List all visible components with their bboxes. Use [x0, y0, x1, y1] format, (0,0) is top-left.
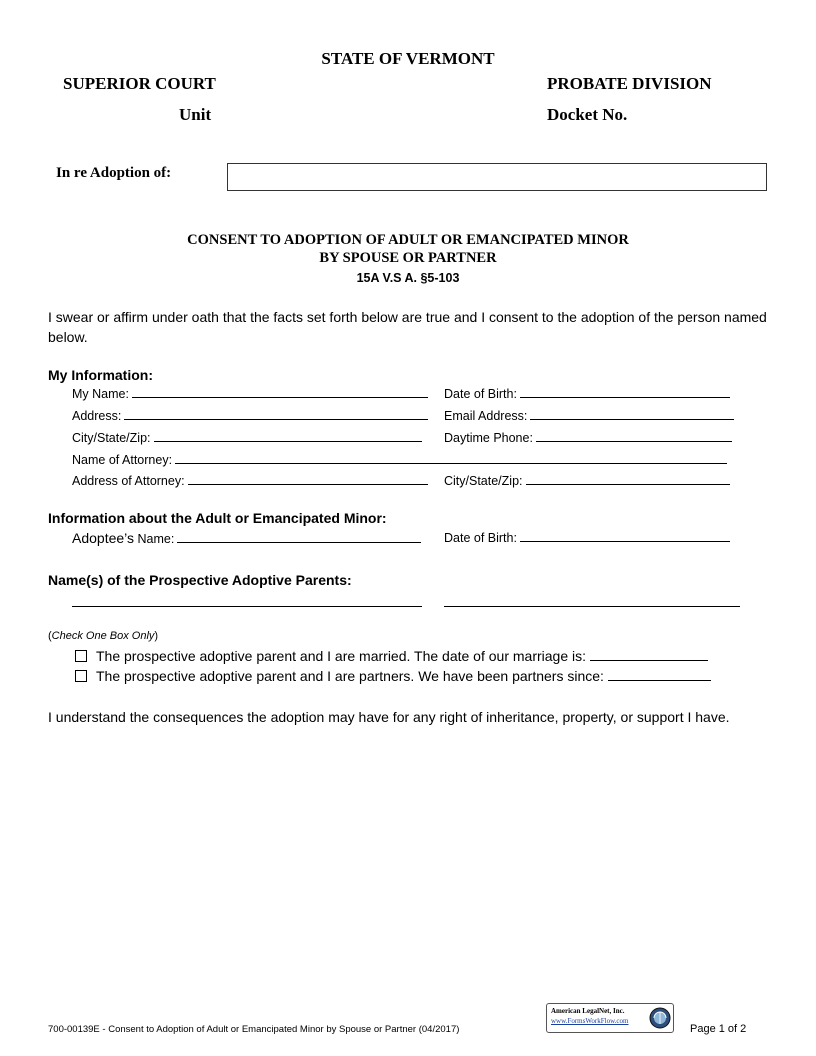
check-one-note: (Check One Box Only) [48, 630, 159, 642]
form-title-line2: BY SPOUSE OR PARTNER [319, 250, 497, 266]
division-heading: PROBATE DIVISION [547, 74, 712, 93]
my-city-label: City/State/Zip: [72, 431, 151, 445]
adoptee-dob-field[interactable] [520, 530, 730, 542]
attorney-name-row [72, 452, 727, 467]
court-heading: SUPERIOR COURT [63, 74, 216, 93]
marriage-date-field[interactable] [590, 648, 708, 661]
my-dob-label: Date of Birth: [444, 387, 517, 401]
married-option-label: The prospective adoptive parent and I are married. The date of our marriage is: [96, 648, 587, 664]
partners-option-row [75, 666, 711, 686]
adoptee-name-label: Name: [137, 532, 175, 546]
attorney-address-row [72, 473, 428, 488]
prospective-parent-2-field[interactable] [444, 594, 740, 607]
prospective-parent-1-field[interactable] [72, 594, 422, 607]
married-checkbox[interactable] [75, 650, 87, 662]
check-one-note-text: Check One Box Only [51, 630, 155, 642]
my-dob-row [444, 386, 730, 401]
logo-website: www.FormsWorkFlow.com [551, 1017, 629, 1025]
my-name-field[interactable] [132, 386, 428, 398]
my-name-label: My Name: [72, 387, 129, 401]
attorney-name-label: Name of Attorney: [72, 453, 173, 467]
my-information-heading: My Information: [48, 367, 153, 383]
form-title-line1: CONSENT TO ADOPTION OF ADULT OR EMANCIPATED MINOR [187, 232, 629, 248]
in-re-label: In re Adoption of: [56, 165, 172, 181]
my-address-field[interactable] [124, 408, 428, 420]
attorney-address-label: Address of Attorney: [72, 474, 185, 488]
my-address-row [72, 408, 428, 423]
married-option-row [75, 646, 708, 666]
in-re-adoption-field[interactable] [227, 163, 767, 191]
adoptee-name-label-prefix: Adoptee’s [72, 530, 135, 546]
my-address-label: Address: [72, 409, 122, 423]
partners-option-label: The prospective adoptive parent and I are partners. We have been partners since: [96, 668, 604, 684]
attorney-city-field[interactable] [526, 473, 730, 485]
my-city-field[interactable] [154, 430, 422, 442]
prospective-parents-heading: Name(s) of the Prospective Adoptive Parents: [48, 572, 352, 588]
my-phone-field[interactable] [536, 430, 732, 442]
form-identifier: 700-00139E - Consent to Adoption of Adult or Emancipated Minor by Spouse or Partner (04/2017) [48, 1024, 460, 1035]
my-email-label: Email Address: [444, 409, 528, 423]
adoptee-dob-label: Date of Birth: [444, 531, 517, 545]
adoptee-name-field[interactable] [177, 531, 421, 543]
my-city-row [72, 430, 422, 445]
state-heading: STATE OF VERMONT [321, 49, 495, 68]
my-phone-row [444, 430, 732, 445]
partners-checkbox[interactable] [75, 670, 87, 682]
oath-statement: I swear or affirm under oath that the facts set forth below are true and I consent to the adoption of the person named below. [48, 309, 767, 345]
my-dob-field[interactable] [520, 386, 730, 398]
my-email-row [444, 408, 734, 423]
globe-icon [649, 1007, 671, 1029]
attorney-city-label: City/State/Zip: [444, 474, 523, 488]
unit-label: Unit [179, 105, 212, 124]
page-number: Page 1 of 2 [690, 1023, 747, 1035]
attorney-city-row [444, 473, 730, 488]
attorney-address-field[interactable] [188, 473, 428, 485]
adoptee-dob-row [444, 530, 730, 545]
my-email-field[interactable] [530, 408, 734, 420]
partners-since-field[interactable] [608, 668, 711, 681]
my-name-row [72, 386, 428, 401]
my-phone-label: Daytime Phone: [444, 431, 533, 445]
adoptee-information-heading: Information about the Adult or Emancipated Minor: [48, 510, 387, 526]
american-legalnet-logo[interactable] [546, 1003, 674, 1033]
attorney-name-field[interactable] [175, 452, 727, 464]
consequences-statement: I understand the consequences the adoption may have for any right of inheritance, property, or support I have. [48, 709, 730, 725]
adoptee-name-row [72, 530, 421, 546]
docket-label: Docket No. [547, 105, 628, 124]
logo-company-name: American LegalNet, Inc. [551, 1007, 625, 1015]
statute-reference: 15A V.S A. §5-103 [356, 271, 460, 285]
